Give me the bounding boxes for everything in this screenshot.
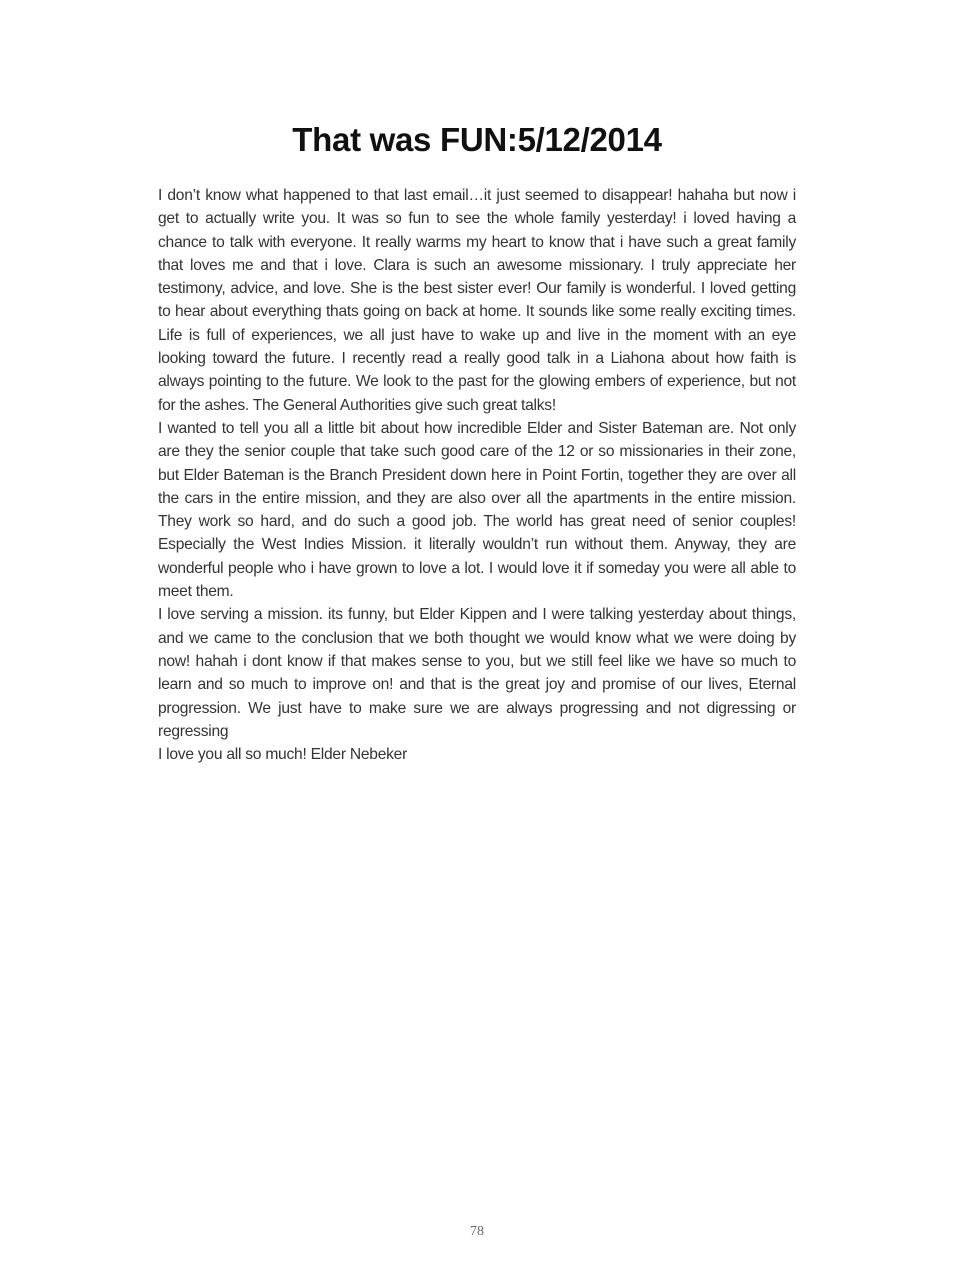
paragraph-serving-mission: I love serving a mission. its funny, but Elder Kippen and I were talking yesterday about things, and we came to the conclusion that we both thought we would know what we were doing by now! hahah i dont know if that makes sense to you, but we still feel like we have so much to learn and so much to improve on! and that is the great joy and promise of our lives, Eternal progression. We just have to make sure we are always progressing and not digressing or regressing [158,606,796,740]
paragraph-senior-couple: I wanted to tell you all a little bit about how incredible Elder and Sister Bateman are. Not only are they the senior couple that take such good care of the 12 or so missionaries in their zone, but Elder Bateman is the Branch President down here in Point Fortin, together they are over all the cars in the entire mission, and they are also over all the apartments in the entire mission. They work so hard, and do such a good job. The world has great need of senior couples! Especially the West Indies Mission. it literally wouldn’t run without them. Anyway, they are wonderful people who i have grown to love a lot. I would love it if someday you were all able to meet them. [158,419,796,601]
page-number: 78 [470,1224,484,1239]
letter-body [158,184,796,766]
paragraph-signoff: I love you all so much! Elder Nebeker [158,746,408,764]
paragraph-email-intro: I don’t know what happened to that last email…it just seemed to disappear! hahaha but now i get to actually write you. It was so fun to see the whole family yesterday! i loved having a chance to talk with everyone. It really warms my heart to know that i have such a great family that loves me and that i love. Clara is such an awesome missionary. I truly appreciate her testimony, advice, and love. She is the best sister ever! Our family is wonderful. I loved getting to hear about everything thats going on back at home. It sounds like some really exciting times. Life is full of experiences, we all just have to wake up and live in the moment with an eye looking toward the future. I recently read a really good talk in a Liahona about how faith is always pointing to the future. We look to the past for the glowing embers of experience, but not for the ashes. The General Authorities give such great talks! [158,187,796,414]
page-title: That was FUN:5/12/2014 [292,121,662,158]
